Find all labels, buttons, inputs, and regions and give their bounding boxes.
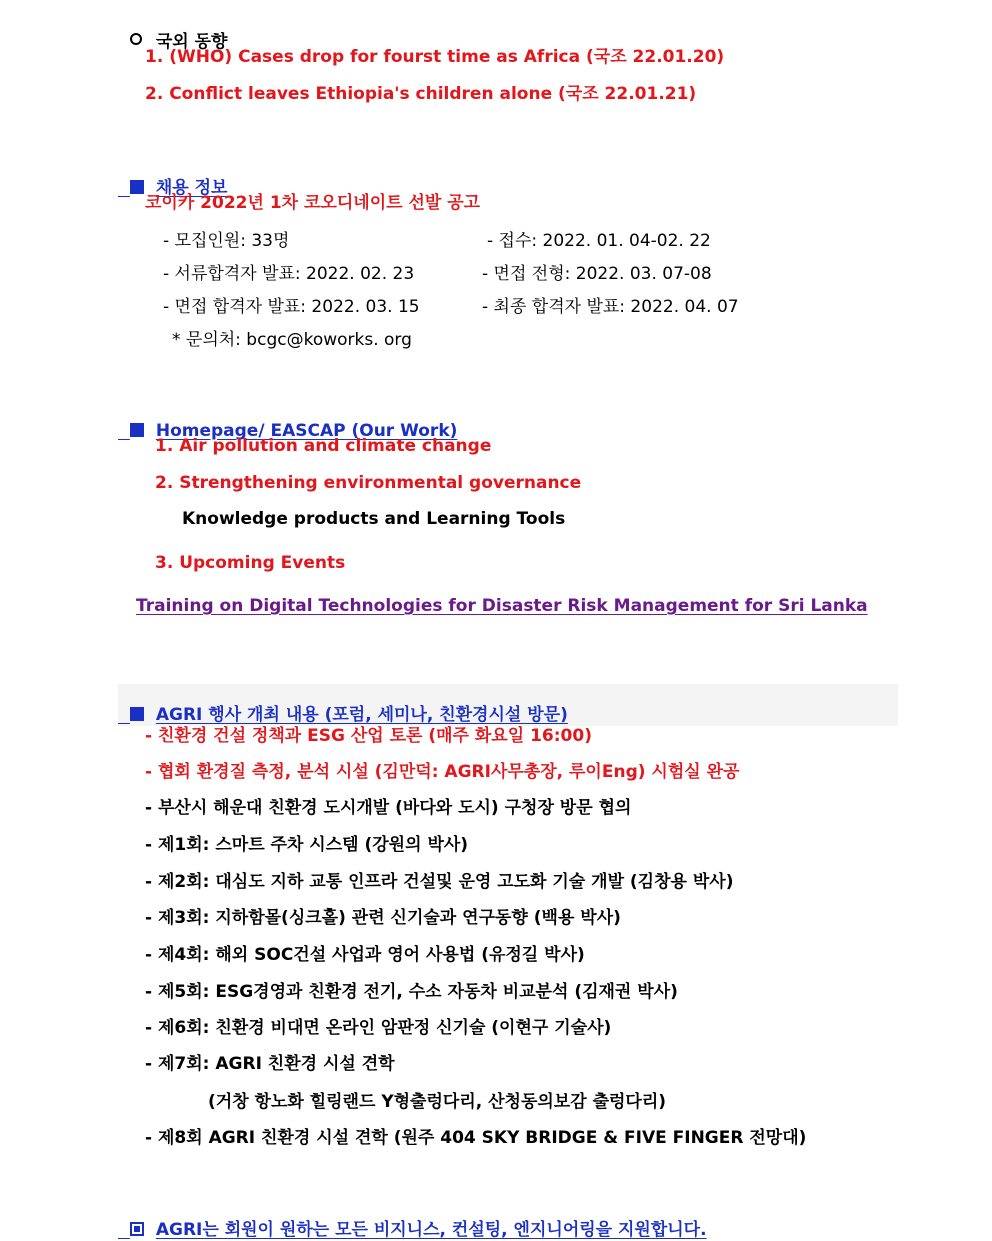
escap-heading[interactable]: Homepage/ EASCAP (Our Work)	[118, 398, 457, 442]
footer-note: AGRI는 회원이 원하는 모든 비지니스, 컨설팅, 엔지니어링을 지원합니다.	[118, 1197, 707, 1241]
recruit-row-1-left: - 모집인원: 33명	[163, 231, 290, 251]
agri-item: - 제6회: 친환경 비대면 온라인 암판정 신기술 (이현구 기술사)	[145, 1018, 612, 1038]
recruit-title: 코이카 2022년 1차 코오디네이트 선발 공고	[145, 193, 481, 213]
recruit-row-1-right: - 접수: 2022. 01. 04-02. 22	[487, 231, 711, 251]
square-bullet-icon	[130, 707, 144, 721]
agri-red-item-1: - 친환경 건설 정책과 ESG 산업 토론 (매주 화요일 16:00)	[145, 726, 592, 746]
square-bullet-icon	[130, 423, 144, 437]
foreign-news-heading: 국외 동향	[118, 9, 227, 53]
escap-item-1[interactable]: 1. Air pollution and climate change	[155, 436, 492, 456]
escap-item-3[interactable]: 3. Upcoming Events	[155, 553, 346, 573]
agri-item: - 부산시 해운대 친환경 도시개발 (바다와 도시) 구청장 방문 협의	[145, 798, 632, 818]
event-link[interactable]: Training on Digital Technologies for Disaster Risk Management for Sri Lanka	[136, 596, 868, 616]
agri-item: - 제2회: 대심도 지하 교통 인프라 건설및 운영 고도화 기술 개발 (김창용 박사)	[145, 872, 734, 892]
agri-item: - 제8회 AGRI 친환경 시설 견학 (원주 404 SKY BRIDGE & FIVE FINGER 전망대)	[145, 1128, 807, 1148]
recruit-heading: 채용 정보	[118, 155, 227, 199]
escap-item-2-sub: Knowledge products and Learning Tools	[182, 509, 566, 529]
agri-item: - 제5회: ESG경영과 친환경 전기, 수소 자동차 비교분석 (김재권 박사)	[145, 982, 678, 1002]
agri-item: - 제3회: 지하함몰(싱크홀) 관련 신기술과 연구동향 (백용 박사)	[145, 908, 621, 928]
square-outline-bullet-icon	[130, 1222, 144, 1236]
agri-item: - 제4회: 해외 SOC건설 사업과 영어 사용법 (유정길 박사)	[145, 945, 585, 965]
agri-item: - 제1회: 스마트 주차 시스템 (강원의 박사)	[145, 835, 469, 855]
agri-item: - 제7회: AGRI 친환경 시설 견학	[145, 1054, 395, 1074]
recruit-contact: * 문의처: bcgc@koworks. org	[172, 330, 412, 350]
recruit-row-3-right: - 최종 합격자 발표: 2022. 04. 07	[482, 297, 739, 317]
recruit-row-2-right: - 면접 전형: 2022. 03. 07-08	[482, 264, 712, 284]
foreign-news-item-1[interactable]: 1. (WHO) Cases drop for fourst time as Africa (국조 22.01.20)	[145, 47, 725, 67]
foreign-news-item-2[interactable]: 2. Conflict leaves Ethiopia's children alone (국조 22.01.21)	[145, 84, 697, 104]
agri-heading: AGRI 행사 개최 내용 (포럼, 세미나, 친환경시설 방문)	[118, 682, 568, 726]
agri-item-sub: (거창 항노화 힐링랜드 Y형출렁다리, 산청동의보감 출렁다리)	[208, 1092, 667, 1112]
circle-bullet-icon	[130, 33, 142, 45]
recruit-row-2-left: - 서류합격자 발표: 2022. 02. 23	[163, 264, 415, 284]
agri-red-item-2: - 협회 환경질 측정, 분석 시설 (김만덕: AGRI사무총장, 루이Eng) 시험실 완공	[145, 762, 740, 782]
escap-item-2[interactable]: 2. Strengthening environmental governance	[155, 473, 582, 493]
recruit-row-3-left: - 면접 합격자 발표: 2022. 03. 15	[163, 297, 420, 317]
square-bullet-icon	[130, 180, 144, 194]
